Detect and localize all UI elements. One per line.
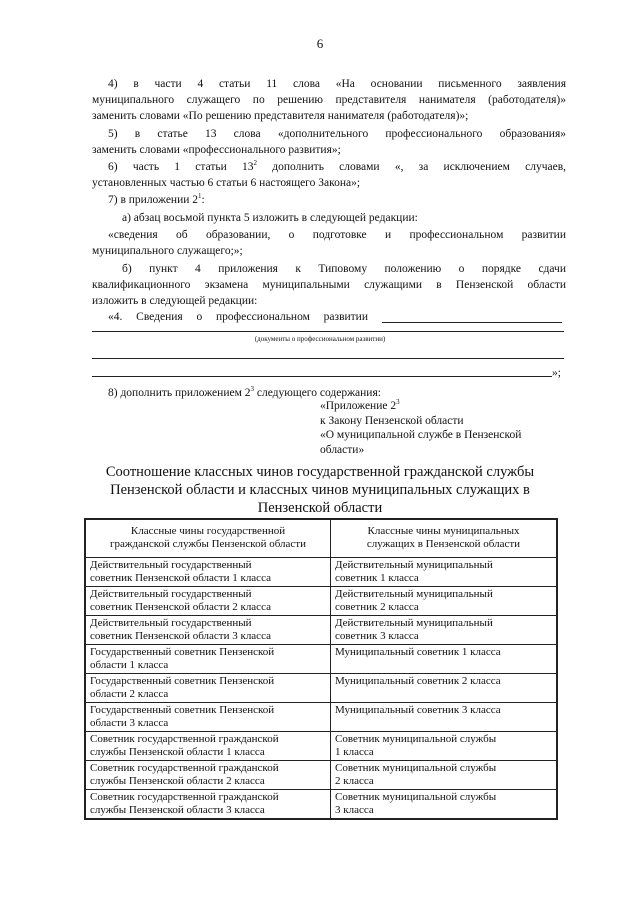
field-caption: (документы о профессиональном развитии) xyxy=(254,335,386,343)
table-row xyxy=(85,558,557,587)
quote-line-1: «сведения об образовании, о подготовке и профессиональном развитии xyxy=(108,229,566,241)
civil-rank-cell: Действительный государственный советник Пензенской области 1 класса xyxy=(85,558,331,587)
item-7a-line: а) абзац восьмой пункта 5 изложить в следующей редакции: xyxy=(122,212,418,224)
table-row xyxy=(85,645,557,674)
header-municipal-service: Классные чины муниципальных служащих в Пензенской области xyxy=(331,519,558,558)
blank-line-3 xyxy=(92,358,564,359)
item-7b-line-3: изложить в следующей редакции: xyxy=(92,295,258,307)
item-7b-line-2: квалификационного экзамена муниципальными служащими в Пензенской области xyxy=(92,279,566,291)
item-6-line-2: установленных частью 6 статьи 6 настоящего Закона»; xyxy=(92,177,361,189)
item-7b-line-1: б) пункт 4 приложения к Типовому положению о порядке сдачи xyxy=(122,263,566,275)
municipal-rank-cell: Советник муниципальной службы 1 класса xyxy=(331,732,558,761)
civil-rank-cell: Государственный советник Пензенской области 3 класса xyxy=(85,703,331,732)
civil-rank-cell: Государственный советник Пензенской области 1 класса xyxy=(85,645,331,674)
appendix-line-1: «Приложение $2^3$ xyxy=(320,398,400,412)
municipal-rank-cell: Действительный муниципальный советник 1 класса xyxy=(331,558,558,587)
blank-line-2 xyxy=(92,331,564,332)
item-4-line-3: заменить словами «По решению представителя нанимателя (работодателя)»; xyxy=(92,110,469,122)
table-row xyxy=(85,674,557,703)
appendix-line-3: «О муниципальной службе в Пензенской xyxy=(320,429,522,441)
municipal-rank-cell: Советник муниципальной службы 2 класса xyxy=(331,761,558,790)
municipal-rank-cell: Действительный муниципальный советник 3 класса xyxy=(331,616,558,645)
appendix-line-4: области» xyxy=(320,443,365,456)
table-row xyxy=(85,732,557,761)
table-title xyxy=(80,463,560,517)
item-4-line-2: муниципального служащего по решению представителя нанимателя (работодателя)» xyxy=(92,94,566,106)
table-row xyxy=(85,703,557,732)
table-title-line-1: Соотношение классных чинов государственной гражданской службы xyxy=(105,464,535,480)
civil-rank-cell: Советник государственной гражданской службы Пензенской области 2 класса xyxy=(85,761,331,790)
civil-rank-cell: Советник государственной гражданской службы Пензенской области 1 класса xyxy=(85,732,331,761)
municipal-rank-cell: Муниципальный советник 2 класса xyxy=(331,674,558,703)
header-civil-service: Классные чины государственной гражданской службы Пензенской области xyxy=(85,519,331,558)
table-row xyxy=(85,616,557,645)
table-row xyxy=(85,790,557,820)
appendix-line-2: к Закону Пензенской области xyxy=(320,414,464,427)
item-6-line-1: 6) часть 1 статьи $13^2$ дополнить словами «, за исключением случаев, xyxy=(108,159,566,173)
point-4-end: »; xyxy=(552,367,561,379)
table-row xyxy=(85,761,557,790)
quote-line-2: муниципального служащего;»; xyxy=(92,245,243,257)
item-5-line-1: 5) в статье 13 слова «дополнительного профессионального образования» xyxy=(108,128,566,140)
page-number: 6 xyxy=(316,36,324,51)
table-title-line-3: Пензенской области xyxy=(257,500,383,516)
table-row xyxy=(85,587,557,616)
item-4-line-1: 4) в части 4 статьи 11 слова «На основании письменного заявления xyxy=(108,78,566,90)
municipal-rank-cell: Действительный муниципальный советник 2 класса xyxy=(331,587,558,616)
municipal-rank-cell: Советник муниципальной службы 3 класса xyxy=(331,790,558,820)
civil-rank-cell: Действительный государственный советник Пензенской области 3 класса xyxy=(85,616,331,645)
blank-line-1 xyxy=(382,322,562,323)
item-5-line-2: заменить словами «профессионального развития»; xyxy=(92,144,341,156)
appendix-header xyxy=(320,399,521,457)
item-8-line: 8) дополнить приложением $2^3$ следующего содержания: xyxy=(108,385,381,399)
municipal-rank-cell: Муниципальный советник 1 класса xyxy=(331,645,558,674)
civil-rank-cell: Действительный государственный советник Пензенской области 2 класса xyxy=(85,587,331,616)
point-4-label: «4. Сведения о профессиональном развитии xyxy=(108,311,368,323)
civil-rank-cell: Государственный советник Пензенской области 2 класса xyxy=(85,674,331,703)
table-title-line-2: Пензенской области и классных чинов муниципальных служащих в xyxy=(110,482,530,498)
municipal-rank-cell: Муниципальный советник 3 класса xyxy=(331,703,558,732)
table-header-row xyxy=(85,519,557,558)
ranks-table xyxy=(84,518,558,820)
civil-rank-cell: Советник государственной гражданской службы Пензенской области 3 класса xyxy=(85,790,331,820)
item-7-line: 7) в приложении $2^1$: xyxy=(108,192,205,206)
blank-line-4 xyxy=(92,376,552,377)
